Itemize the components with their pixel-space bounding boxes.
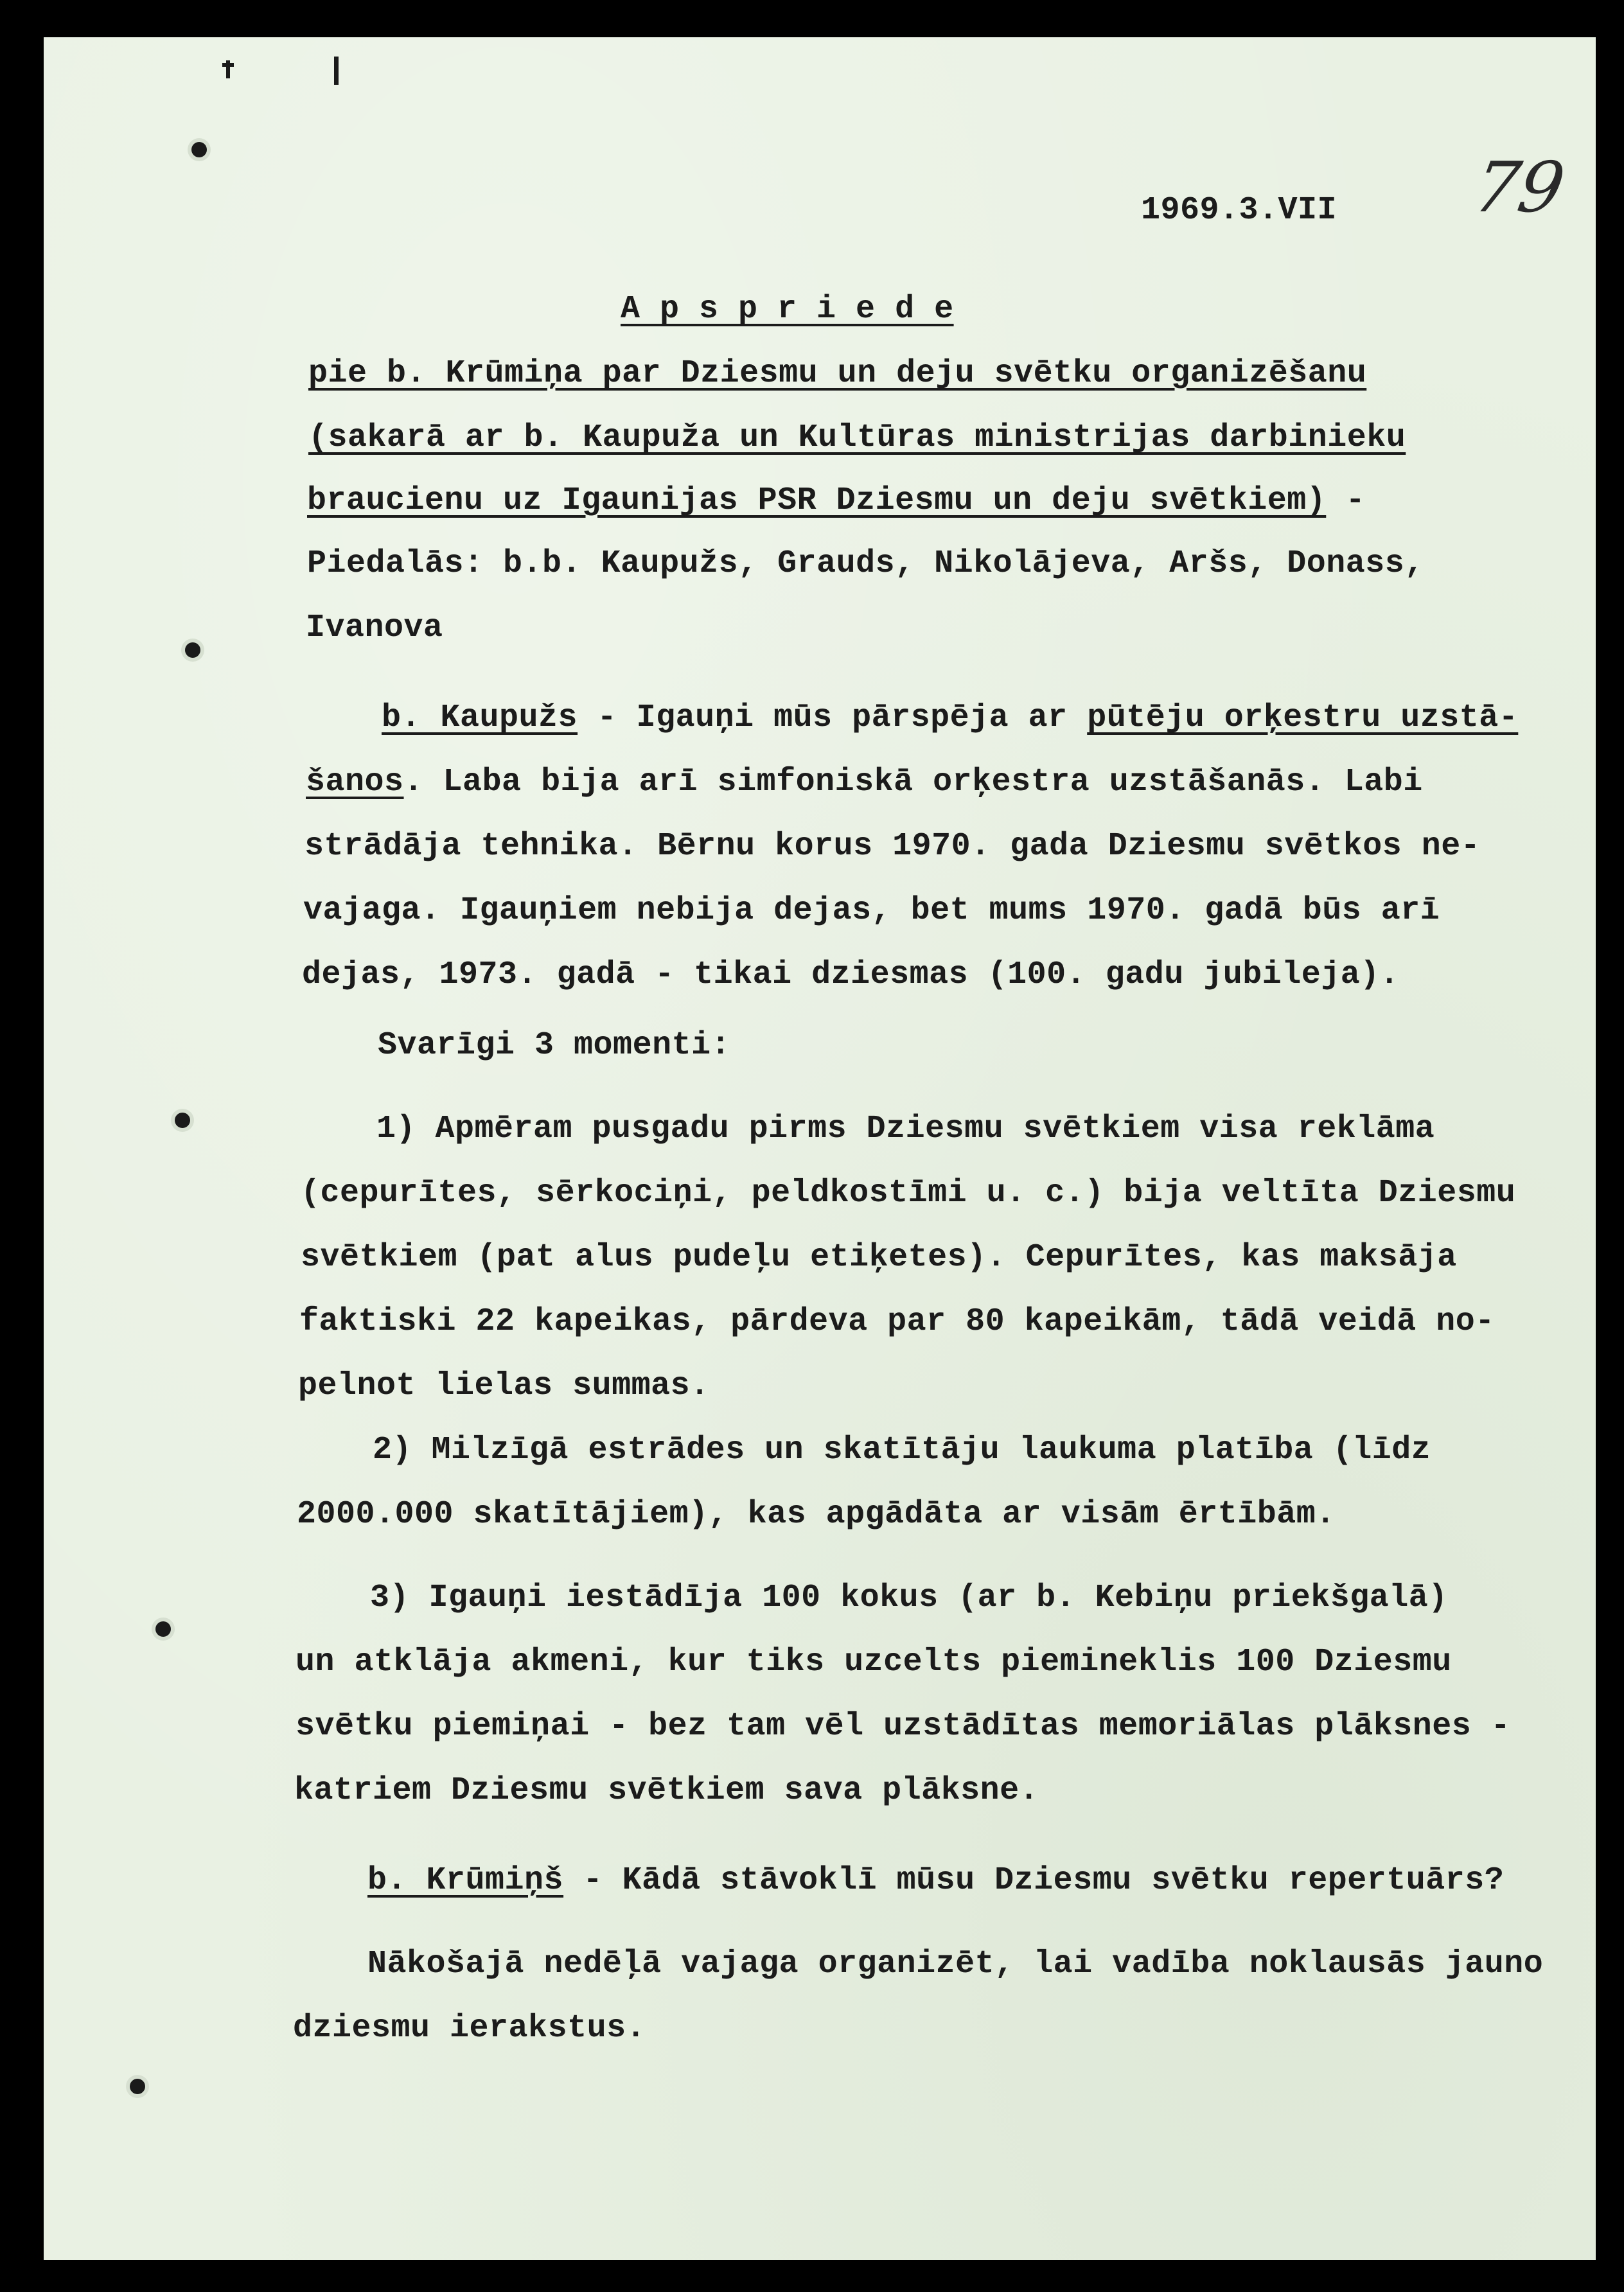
speaker-name: b. Kaupužs — [382, 700, 578, 736]
punch-hole — [185, 642, 200, 658]
paragraph-text: - Igauņi mūs pārspēja ar — [578, 700, 1088, 736]
paragraph-line: svētkiem (pat alus pudeļu etiķetes). Cepurītes, kas maksāja — [301, 1239, 1457, 1276]
underlined-phrase: pūtēju orķestru uzstā- — [1087, 700, 1519, 736]
paragraph-line: pelnot lielas summas. — [298, 1368, 710, 1404]
subtitle-line: (sakarā ar b. Kaupuža un Kultūras ministrijas darbinieku — [308, 419, 1406, 456]
paragraph-line: faktiski 22 kapeikas, pārdeva par 80 kapeikām, tādā veidā no- — [299, 1303, 1495, 1340]
paragraph-line: svētku piemiņai - bez tam vēl uzstādītas memoriālas plāksnes - — [296, 1708, 1511, 1745]
paragraph-line: vajaga. Igauņiem nebija dejas, bet mums 1970. gadā būs arī — [303, 892, 1440, 929]
paragraph-line — [306, 763, 1423, 802]
paragraph-line: (cepurītes, sērkociņi, peldkostīmi u. c.) bija veltīta Dziesmu — [301, 1175, 1516, 1212]
document-date: 1969.3.VII — [1141, 192, 1337, 229]
underlined-phrase: šanos — [306, 764, 404, 800]
punch-hole — [191, 142, 207, 157]
paragraph-line — [367, 1862, 1504, 1900]
attendance-line: Ivanova — [306, 610, 443, 646]
paragraph-line: 3) Igauņi iestādīja 100 kokus (ar b. Kebiņu priekšgalā) — [370, 1580, 1448, 1616]
punch-hole — [175, 1113, 190, 1128]
paragraph-line: katriem Dziesmu svētkiem sava plāksne. — [294, 1772, 1039, 1809]
punch-hole — [130, 2079, 145, 2094]
paragraph-line: dziesmu ierakstus. — [293, 2010, 646, 2047]
paragraph-line: Nākošajā nedēļā vajaga organizēt, lai vadība noklausās jauno — [367, 1946, 1544, 1982]
document-title: A p s p r i e d e — [621, 291, 954, 328]
paragraph-line: 2000.000 skatītājiem), kas apgādāta ar visām ērtībām. — [297, 1496, 1336, 1533]
subtitle-line — [307, 482, 1365, 520]
paragraph-line: strādāja tehnika. Bērnu korus 1970. gada Dziesmu svētkos ne- — [304, 828, 1481, 865]
attendance-line: Piedalās: b.b. Kaupužs, Grauds, Nikolājeva, Aršs, Donass, — [307, 545, 1424, 582]
document-page — [44, 37, 1596, 2260]
page-number: 79 — [1467, 148, 1571, 228]
paragraph-text: . Laba bija arī simfoniskā orķestra uzstāšanās. Labi — [403, 764, 1423, 800]
speaker-name: b. Krūmiņš — [367, 1862, 564, 1899]
subtitle-line-text: braucienu uz Igaunijas PSR Dziesmu un deju svētkiem) — [307, 482, 1327, 519]
punch-hole — [155, 1621, 171, 1637]
paragraph-line — [382, 699, 1518, 737]
paragraph-text: - Kādā stāvoklī mūsu Dziesmu svētku repertuārs? — [563, 1862, 1505, 1899]
paragraph-line: dejas, 1973. gadā - tikai dziesmas (100. gadu jubileja). — [302, 956, 1400, 993]
paragraph-line: 2) Milzīgā estrādes un skatītāju laukuma platība (līdz — [373, 1432, 1431, 1468]
subtitle-dash: - — [1326, 482, 1366, 519]
paragraph-line: un atklāja akmeni, kur tiks uzcelts piemineklis 100 Dziesmu — [296, 1644, 1452, 1680]
margin-mark — [334, 57, 339, 85]
margin-mark — [222, 63, 234, 67]
paragraph-line: 1) Apmēram pusgadu pirms Dziesmu svētkiem visa reklāma — [376, 1111, 1435, 1147]
moments-heading: Svarīgi 3 momenti: — [378, 1027, 731, 1064]
subtitle-line: pie b. Krūmiņa par Dziesmu un deju svētku organizēšanu — [308, 355, 1367, 392]
